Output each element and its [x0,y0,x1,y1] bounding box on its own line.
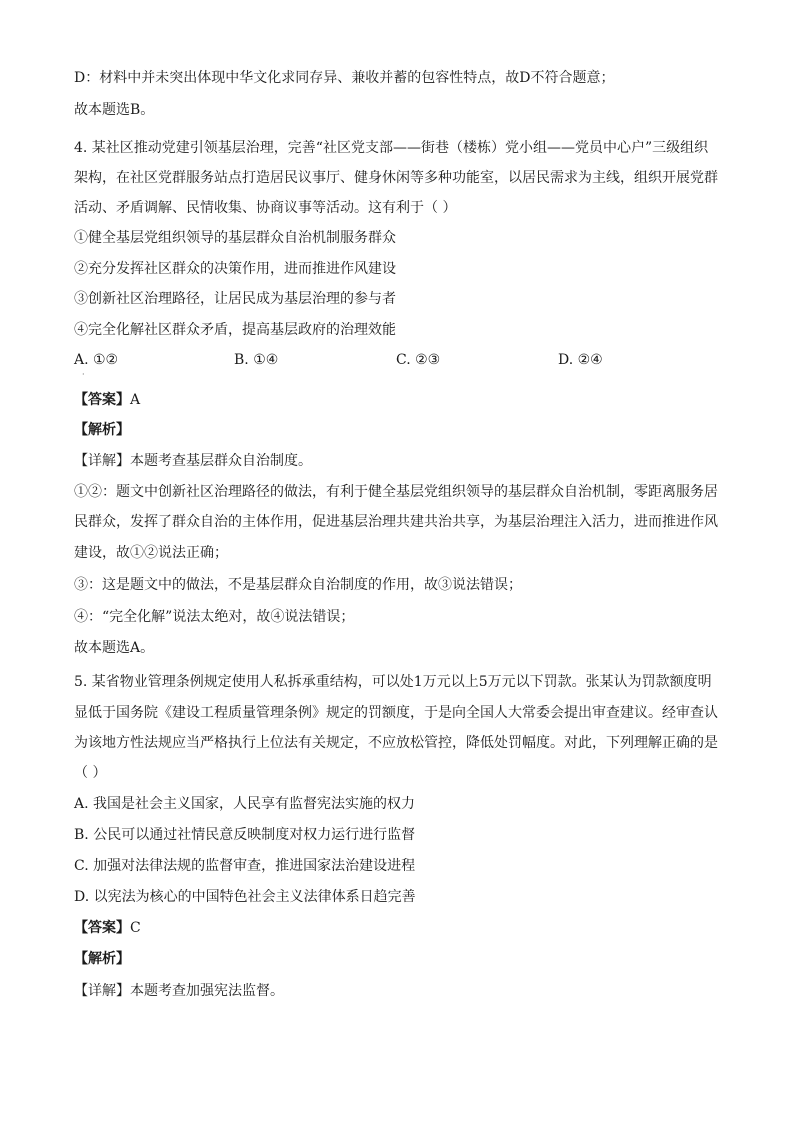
q4-stem-line-1: 4. 某社区推动党建引领基层治理，完善“社区党支部——街巷（楼栋）党小组——党员中心户”三级组织 [74,140,709,156]
q4-analysis-tag: 【解析】 [74,422,130,438]
q4-option-c: C. ②③ [396,352,441,368]
q4-stem-line-3: 活动、矛盾调解、民情收集、协商议事等活动。这有利于（ ） [74,200,457,216]
q5-answer [74,918,724,938]
q5-answer-value: C [130,920,141,936]
q4-detail-text: 本题考查基层群众自治制度。 [130,453,312,469]
prev-option-d-note: D：材料中并未突出体现中华文化求同存异、兼收并蓄的包容性特点，故D不符合题意； [74,70,615,86]
q4-explain-line-6: 故本题选A。 [74,640,155,656]
q4-answer [74,390,724,410]
q5-stem-line-1: 5. 某省物业管理条例规定使用人私拆承重结构，可以处1万元以上5万元以下罚款。张某认为罚款额度明 [74,674,712,690]
q4-explain-line-3: 建设，故①②说法正确； [74,545,228,561]
q5-stem-line-2: 显低于国务院《建设工程质量管理条例》规定的罚额度，于是向全国人大常委会提出审查建议。经审查认 [74,705,718,721]
q5-stem-line-3: 为该地方性法规应当严格执行上位法有关规定，不应放松管控，降低处罚幅度。对此，下列理解正确的是 [74,735,718,751]
q4-detail [74,451,724,471]
q4-answer-value: A [130,392,141,408]
q5-option-c: C. 加强对法律法规的监督审查，推进国家法治建设进程 [74,858,416,874]
q5-option-a: A. 我国是社会主义国家，人民享有监督宪法实施的权力 [74,796,416,812]
q4-item-1: ①健全基层党组织领导的基层群众自治机制服务群众 [74,230,396,246]
q4-item-2: ②充分发挥社区群众的决策作用，进而推进作风建设 [74,261,396,277]
q4-option-d: D. ②④ [558,352,603,368]
q5-answer-tag: 【答案】 [74,920,130,936]
q4-item-3: ③创新社区治理路径，让居民成为基层治理的参与者 [74,291,396,307]
q5-option-d: D. 以宪法为核心的中国特色社会主义法律体系日趋完善 [74,889,416,905]
prev-conclusion: 故本题选B。 [74,102,155,118]
q4-answer-tag: 【答案】 [74,392,130,408]
q5-detail [74,981,724,1001]
q4-option-a: A. ①② [74,352,119,368]
q5-stem-line-4: （ ） [74,765,107,781]
q4-option-b: B. ①④ [234,352,279,368]
q4-explain-line-5: ④：“完全化解”说法太绝对，故④说法错误； [74,609,355,625]
q4-explain-line-4: ③：这是题文中的做法，不是基层群众自治制度的作用，故③说法错误； [74,577,522,593]
q5-detail-text: 本题考查加强宪法监督。 [130,983,284,999]
stray-mark: · [82,370,85,379]
q4-explain-line-2: 民群众，发挥了群众自治的主体作用，促进基层治理共建共治共享，为基层治理注入活力，进而推进作风 [74,514,718,530]
q4-item-4: ④完全化解社区群众矛盾，提高基层政府的治理效能 [74,322,396,338]
q4-explain-line-1: ①②：题文中创新社区治理路径的做法，有利于健全基层党组织领导的基层群众自治机制，零距离服务居 [74,484,718,500]
q4-detail-tag: 【详解】 [74,453,130,469]
q5-analysis-tag: 【解析】 [74,951,130,967]
q5-option-b: B. 公民可以通过社情民意反映制度对权力运行进行监督 [74,827,416,843]
q4-stem-line-2: 架构，在社区党群服务站点打造居民议事厅、健身休闲等多种功能室，以居民需求为主线，组织开展党群 [74,170,718,186]
q5-detail-tag: 【详解】 [74,983,130,999]
